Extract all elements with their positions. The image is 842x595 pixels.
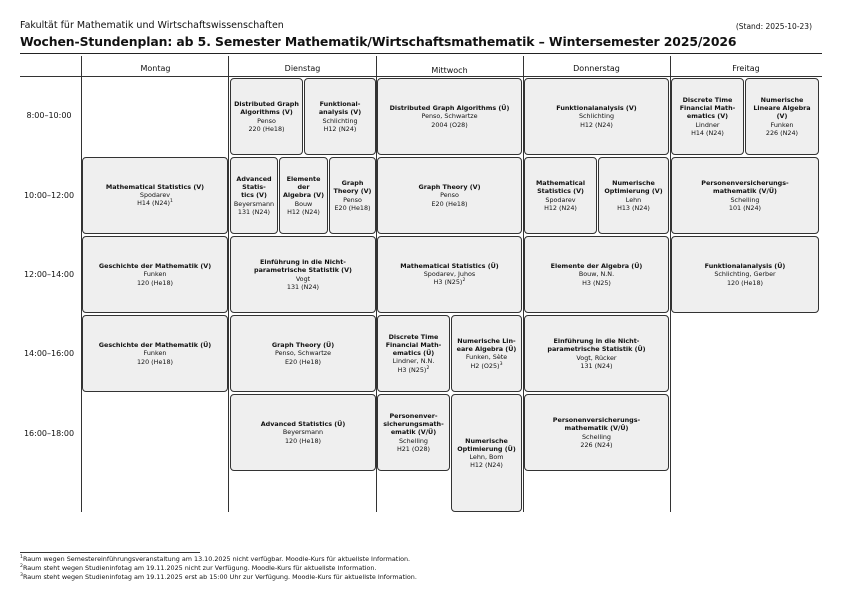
course-cell bbox=[377, 157, 522, 234]
course-title: parametrische Statistik (V) bbox=[254, 266, 352, 275]
course-lecturer: Funken bbox=[143, 270, 167, 279]
course-cell bbox=[230, 394, 376, 471]
footnote-1 bbox=[20, 555, 410, 563]
course-lecturer: Lehn, Bom bbox=[469, 453, 504, 461]
course-cell bbox=[745, 78, 819, 155]
course-title: Numerische bbox=[465, 436, 508, 445]
course-cell bbox=[230, 78, 303, 155]
time-slot-16: 16:00–18:00 bbox=[23, 429, 75, 438]
day-header-freitag: Freitag bbox=[732, 64, 760, 73]
course-title: Mathematical Statistics (V) bbox=[105, 183, 205, 192]
course-title: Distributed Graph bbox=[234, 100, 299, 109]
course-lecturer: Lindner bbox=[695, 120, 720, 129]
course-room: H3 (N25) bbox=[433, 278, 463, 287]
day-header-mittwoch: Mittwoch bbox=[431, 66, 468, 75]
course-cell bbox=[230, 315, 376, 392]
course-title: Advanced Statistics (Ü) bbox=[260, 420, 346, 429]
footnote-mark: 2 bbox=[20, 564, 23, 569]
course-cell bbox=[598, 157, 669, 234]
course-lecturer: Penso bbox=[257, 116, 276, 125]
course-title: sicherungsmath- bbox=[383, 420, 444, 429]
course-lecturer: Funken bbox=[770, 120, 794, 129]
course-room: 120 (He18) bbox=[726, 278, 764, 287]
course-room: H12 (N24) bbox=[544, 203, 577, 212]
course-title: Personenversicherungs- bbox=[552, 416, 641, 425]
course-cell bbox=[377, 236, 522, 313]
course-room: 226 (N24) bbox=[765, 128, 799, 137]
course-lecturer: Bouw bbox=[294, 199, 313, 208]
course-room: 131 (N24) bbox=[580, 361, 613, 370]
course-cell bbox=[671, 236, 819, 313]
course-lecturer: Vogt, Rücker bbox=[576, 353, 617, 362]
course-cell bbox=[451, 315, 522, 392]
course-room: 120 (He18) bbox=[284, 436, 322, 445]
course-cell bbox=[82, 315, 228, 392]
course-title: Numerische bbox=[612, 179, 655, 188]
course-cell bbox=[304, 78, 376, 155]
course-cell bbox=[329, 157, 376, 234]
course-title: Geschichte der Mathematik (V) bbox=[98, 262, 212, 271]
course-title: Personenversicherungs- bbox=[701, 179, 789, 188]
course-room: H3 (N25) bbox=[397, 365, 427, 374]
course-lecturer: Penso bbox=[343, 195, 362, 204]
course-title: Statis- bbox=[242, 183, 266, 192]
course-title: mathematik (V/Ü) bbox=[564, 424, 629, 433]
course-lecturer: Schlichting, Gerber bbox=[714, 270, 776, 279]
course-cell bbox=[524, 315, 669, 392]
course-title: Distributed Graph Algorithms (Ü) bbox=[389, 104, 510, 113]
course-title: ematics (Ü) bbox=[392, 349, 435, 358]
course-room: H12 (N24) bbox=[470, 461, 503, 470]
course-cell bbox=[377, 315, 450, 392]
course-cell bbox=[524, 78, 669, 155]
course-cell bbox=[524, 157, 597, 234]
course-room-line bbox=[434, 278, 466, 286]
course-title: Funktionalanalysis (Ü) bbox=[704, 262, 786, 271]
course-title: Discrete Time bbox=[682, 96, 733, 105]
course-title: Graph Theory (V) bbox=[418, 183, 481, 192]
course-title: Elemente der Algebra (Ü) bbox=[550, 262, 643, 271]
course-lecturer: Lindner, N.N. bbox=[392, 357, 435, 366]
course-room: H12 (N24) bbox=[287, 207, 320, 216]
course-room: H14 (N24) bbox=[137, 199, 170, 208]
course-room-line bbox=[471, 362, 503, 370]
course-lecturer: Spodarev bbox=[545, 195, 576, 204]
footnote-ref: 3 bbox=[499, 361, 503, 367]
course-cell bbox=[377, 394, 450, 471]
course-lecturer: Penso, Schwartze bbox=[274, 349, 332, 358]
day-header-dienstag: Dienstag bbox=[284, 64, 321, 73]
course-room: 101 (N24) bbox=[728, 203, 762, 212]
footnote-ref: 2 bbox=[426, 365, 430, 371]
course-cell bbox=[377, 78, 522, 155]
course-room: H14 (N24) bbox=[691, 128, 724, 137]
grid-line bbox=[228, 56, 229, 512]
course-lecturer: Penso bbox=[440, 191, 459, 200]
grid-line bbox=[20, 76, 822, 77]
course-room: H12 (N24) bbox=[580, 120, 613, 129]
course-lecturer: Spodarev bbox=[139, 191, 171, 200]
course-title: Financial Math- bbox=[679, 104, 736, 113]
course-title: Geschichte der Mathematik (Ü) bbox=[98, 341, 212, 350]
course-lecturer: Vogt bbox=[295, 274, 311, 283]
course-title: Funktionalanalysis (V) bbox=[556, 104, 637, 113]
course-room: 2004 (O28) bbox=[431, 120, 468, 129]
time-slot-10: 10:00–12:00 bbox=[23, 191, 75, 200]
footnote-text: Raum steht wegen Studieninfotag am 19.11.2025 nicht zur Verfügung. Moodle-Kurs für aktuellste Information. bbox=[22, 564, 377, 573]
course-title: Personenver- bbox=[389, 412, 438, 421]
course-cell bbox=[451, 394, 522, 512]
faculty-name: Fakultät für Mathematik und Wirtschaftswissenschaften bbox=[20, 20, 284, 31]
course-room: H13 (N24) bbox=[617, 203, 650, 212]
course-lecturer: Penso, Schwartze bbox=[421, 112, 478, 121]
course-lecturer: Bouw, N.N. bbox=[578, 270, 615, 279]
title-rule bbox=[20, 53, 822, 54]
day-header-montag: Montag bbox=[140, 64, 171, 73]
course-title: eare Algebra (Ü) bbox=[456, 345, 517, 354]
footnote-2 bbox=[20, 564, 377, 572]
course-title: Financial Math- bbox=[385, 341, 442, 350]
course-title: Discrete Time bbox=[388, 333, 439, 342]
course-room: E20 (He18) bbox=[334, 203, 371, 212]
course-title: Einführung in die Nicht- bbox=[260, 258, 346, 267]
course-room-line bbox=[398, 366, 430, 374]
course-room: H2 (O25) bbox=[470, 361, 500, 370]
course-title: Mathematical Statistics (Ü) bbox=[400, 262, 499, 271]
footnote-text: Raum wegen Semestereinführungsveranstaltung am 13.10.2025 nicht verfügbar. Moodle-Kurs für aktuellste Information. bbox=[22, 555, 411, 564]
course-cell bbox=[671, 78, 744, 155]
course-lecturer: Spodarev, Juhos bbox=[423, 270, 476, 279]
course-title: Graph Theory (Ü) bbox=[271, 341, 335, 350]
course-room: E20 (He18) bbox=[431, 199, 468, 208]
course-lecturer: Schlichting bbox=[322, 116, 358, 125]
course-lecturer: Schelling bbox=[399, 436, 428, 445]
course-lecturer: Lehn bbox=[625, 195, 642, 204]
course-title: Algebra (V) bbox=[282, 191, 325, 200]
course-cell bbox=[82, 157, 228, 234]
course-room: 226 (N24) bbox=[580, 440, 613, 449]
course-room: E20 (He18) bbox=[284, 357, 322, 366]
footnote-text: Raum steht wegen Studieninfotag am 19.11.2025 erst ab 15:00 Uhr zur Verfügung. Moodle-Kurs für aktuellste Information. bbox=[22, 573, 417, 582]
stand-date: (Stand: 2025-10-23) bbox=[735, 22, 812, 31]
course-lecturer: Funken, Sète bbox=[465, 353, 508, 362]
course-title: Algorithms (V) bbox=[240, 108, 293, 117]
footnote-ref: 1 bbox=[169, 199, 173, 205]
course-room: 120 (He18) bbox=[136, 278, 174, 287]
footnote-rule bbox=[20, 552, 200, 553]
course-cell bbox=[671, 157, 819, 234]
course-title: Mathematical bbox=[535, 179, 586, 188]
course-title: parametrische Statistik (Ü) bbox=[547, 345, 646, 354]
time-slot-14: 14:00–16:00 bbox=[23, 349, 75, 358]
course-room: 220 (He18) bbox=[248, 124, 285, 133]
course-title: Numerische bbox=[760, 96, 804, 105]
footnote-mark: 1 bbox=[20, 555, 23, 560]
course-title: Optimierung (Ü) bbox=[457, 444, 516, 453]
course-lecturer: Beyersmann bbox=[282, 428, 324, 437]
page-title: Wochen-Stundenplan: ab 5. Semester Mathematik/Wirtschaftsmathematik – Wintersemester 2025/2026 bbox=[20, 34, 737, 49]
course-room: H3 (N25) bbox=[582, 278, 611, 287]
course-room-line bbox=[137, 199, 173, 207]
course-cell bbox=[524, 394, 669, 471]
course-lecturer: Beyersmann bbox=[233, 199, 275, 208]
time-slot-12: 12:00–14:00 bbox=[23, 270, 75, 279]
footnote-mark: 3 bbox=[20, 573, 23, 578]
course-cell bbox=[279, 157, 328, 234]
course-room: 120 (He18) bbox=[136, 357, 174, 366]
course-lecturer: Schelling bbox=[730, 195, 760, 204]
footnote-ref: 2 bbox=[462, 278, 466, 284]
footnote-3 bbox=[20, 573, 417, 581]
course-title: Funktional- bbox=[319, 100, 361, 109]
course-title: Optimierung (V) bbox=[604, 187, 663, 196]
course-title: Einführung in die Nicht- bbox=[553, 337, 640, 346]
course-title: Lineare Algebra (V) bbox=[753, 104, 811, 121]
course-lecturer: Schelling bbox=[582, 432, 611, 441]
course-title: der bbox=[297, 183, 310, 192]
course-title: mathematik (V/Ü) bbox=[713, 187, 777, 196]
course-room: 131 (N24) bbox=[286, 282, 320, 291]
course-title: Theory (V) bbox=[333, 187, 372, 196]
course-title: Elemente bbox=[286, 175, 321, 184]
course-cell bbox=[524, 236, 669, 313]
course-title: ematik (V/Ü) bbox=[390, 428, 437, 437]
course-cell bbox=[82, 236, 228, 313]
course-lecturer: Schlichting bbox=[578, 112, 615, 121]
course-cell bbox=[230, 157, 278, 234]
course-lecturer: Funken bbox=[143, 349, 167, 358]
course-title: Numerische Lin- bbox=[457, 337, 516, 346]
course-title: analysis (V) bbox=[318, 108, 362, 117]
course-room: 131 (N24) bbox=[237, 207, 271, 216]
course-title: ematics (V) bbox=[686, 112, 729, 121]
course-title: Advanced bbox=[236, 175, 272, 184]
time-slot-8: 8:00–10:00 bbox=[26, 111, 72, 120]
course-room: H21 (O28) bbox=[396, 444, 431, 453]
course-title: Statistics (V) bbox=[537, 187, 584, 196]
course-title: Graph bbox=[341, 179, 364, 188]
day-header-donnerstag: Donnerstag bbox=[573, 64, 620, 73]
course-title: tics (V) bbox=[241, 191, 267, 200]
course-cell bbox=[230, 236, 376, 313]
course-room: H12 (N24) bbox=[323, 124, 357, 133]
